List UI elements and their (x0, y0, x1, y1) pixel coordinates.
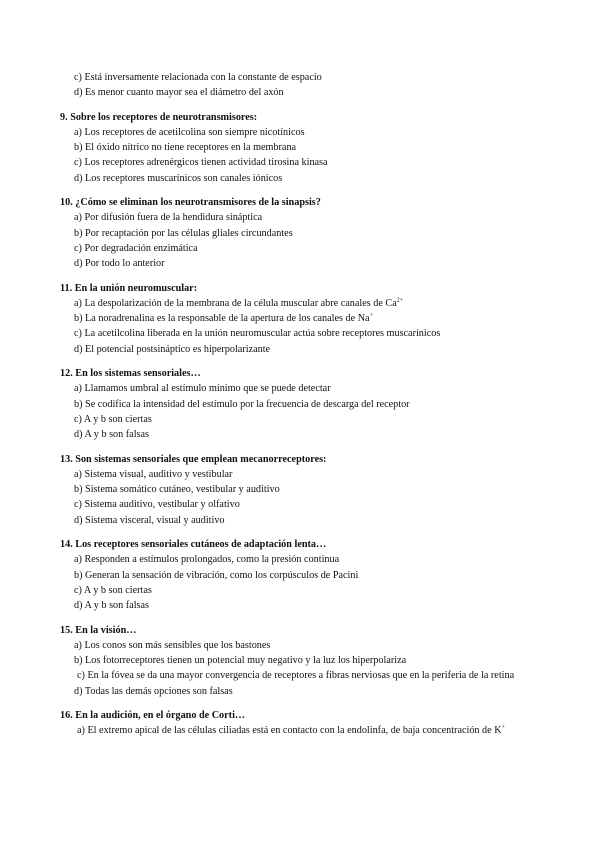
question-16-title: 16. En la audición, en el órgano de Corti… (60, 709, 246, 721)
question-14-option-d: d) A y b son falsas (74, 600, 149, 612)
question-9-title: 9. Sobre los receptores de neurotransmisores: (60, 111, 258, 123)
question-14-title: 14. Los receptores sensoriales cutáneos de adaptación lenta… (60, 539, 327, 551)
question-11-option-a (74, 296, 534, 311)
question-14-option-c: c) A y b son ciertas (74, 584, 152, 596)
intro-option-d: d) Es menor cuanto mayor sea el diámetro del axón (74, 87, 284, 99)
question-13-option-c: c) Sistema auditivo, vestibular y olfativo (74, 499, 240, 511)
question-10-option-d: d) Por todo lo anterior (74, 258, 165, 270)
potassium-charge-superscript: + (501, 724, 505, 731)
question-9-option-a: a) Los receptores de acetilcolina son siempre nicotínicos (74, 126, 305, 138)
question-15-option-c: c) En la fóvea se da una mayor convergencia de receptores a fibras nerviosas que en la periferia de la retina (77, 670, 515, 682)
question-13-option-a: a) Sistema visual, auditivo y vestibular (74, 468, 233, 480)
question-12-option-a: a) Llamamos umbral al estímulo mínimo que se puede detectar (74, 383, 331, 395)
question-10-option-b: b) Por recaptación por las células gliales circundantes (74, 227, 293, 239)
question-12-option-b: b) Se codifica la intensidad del estímulo por la frecuencia de descarga del receptor (74, 398, 410, 410)
intro-option-c: c) Está inversamente relacionada con la constante de espacio (74, 72, 322, 83)
question-15-option-a: a) Los conos son más sensibles que los bastones (74, 639, 271, 651)
question-12-option-d: d) A y b son falsas (74, 429, 149, 441)
question-9-option-b: b) El óxido nítrico no tiene receptores en la membrana (74, 142, 297, 154)
calcium-charge-superscript: 2+ (396, 297, 404, 304)
question-15-title: 15. En la visión… (60, 624, 137, 636)
question-16-option-a (74, 723, 534, 738)
question-11-title: 11. En la unión neuromuscular: (60, 282, 198, 294)
sodium-charge-superscript: + (369, 312, 373, 319)
question-9-option-c: c) Los receptores adrenérgicos tienen actividad tirosina kinasa (74, 157, 328, 169)
question-12-title: 12. En los sistemas sensoriales… (60, 368, 201, 380)
question-9-option-d: d) Los receptores muscarínicos son canales iónicos (74, 172, 283, 184)
question-11-option-a-text: a) La despolarización de la membrana de la célula muscular abre canales de Ca (74, 297, 397, 309)
question-13-option-b: b) Sistema somático cutáneo, vestibular y auditivo (74, 484, 280, 496)
question-list (60, 70, 534, 739)
question-14-option-b: b) Generan la sensación de vibración, como los corpúsculos de Pacini (74, 569, 359, 581)
question-13-title: 13. Son sistemas sensoriales que emplean mecanorreceptores: (60, 453, 327, 465)
question-13-option-d: d) Sistema visceral, visual y auditivo (74, 514, 225, 526)
question-11-option-c: c) La acetilcolina liberada en la unión neuromuscular actúa sobre receptores muscarínicos (74, 328, 441, 340)
question-11-option-b (74, 311, 534, 326)
question-11-option-b-text: b) La noradrenalina es la responsable de la apertura de los canales de Na (74, 313, 370, 325)
question-16-option-a-text: a) El extremo apical de las células ciliadas está en contacto con la endolinfa, de baja concentración de K (77, 725, 502, 737)
question-10-option-a: a) Por difusión fuera de la hendidura sináptica (74, 212, 263, 224)
question-14-option-a: a) Responden a estímulos prolongados, como la presión continua (74, 554, 340, 566)
question-11-option-d: d) El potencial postsináptico es hiperpolarizante (74, 343, 271, 355)
question-10-option-c: c) Por degradación enzimática (74, 242, 198, 254)
question-10-title: 10. ¿Cómo se eliminan los neurotransmisores de la sinapsis? (60, 197, 321, 209)
question-12-option-c: c) A y b son ciertas (74, 413, 152, 425)
question-15-option-d: d) Todas las demás opciones son falsas (74, 685, 233, 697)
question-15-option-b: b) Los fotorreceptores tienen un potencial muy negativo y la luz los hiperpolariza (74, 655, 407, 667)
